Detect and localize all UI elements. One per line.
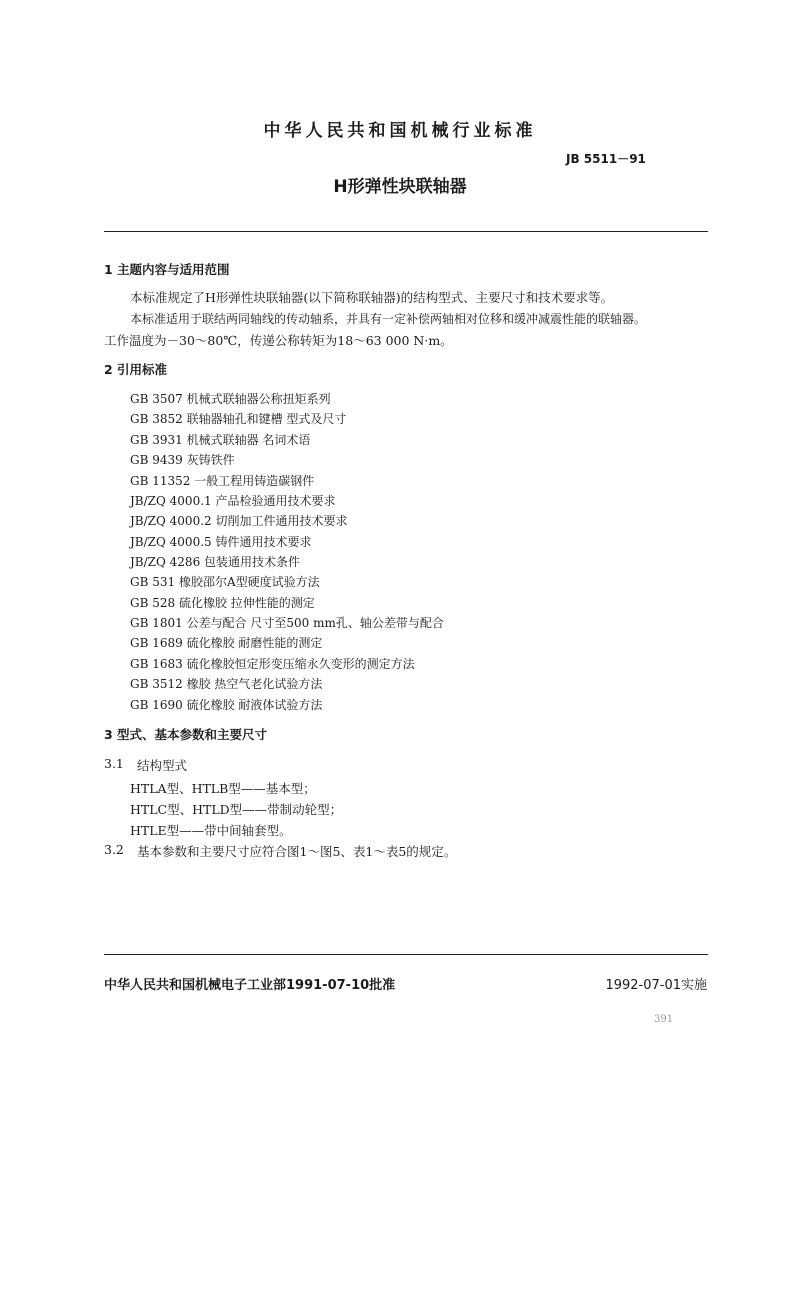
reference-item: JB/ZQ 4000.2 切削加工件通用技术要求 (130, 514, 348, 528)
section-1-paragraph-2: 本标准适用于联结两同轴线的传动轴系，并具有一定补偿两轴相对位移和缓冲减震性能的联轴器。 (130, 312, 647, 326)
section-1-paragraph-3: 工作温度为－30～80℃，传递公称转矩为18～63 000 N·m。 (104, 333, 453, 348)
reference-item: JB/ZQ 4000.1 产品检验通用技术要求 (130, 494, 336, 508)
reference-item: GB 1801 公差与配合 尺寸至500 mm孔、轴公差带与配合 (130, 616, 444, 630)
reference-item: JB/ZQ 4000.5 铸件通用技术要求 (130, 535, 312, 549)
section-1-paragraph-1: 本标准规定了H形弹性块联轴器(以下简称联轴器)的结构型式、主要尺寸和技术要求等。 (130, 290, 614, 305)
reference-item: GB 1689 硫化橡胶 耐磨性能的测定 (130, 636, 323, 650)
reference-item: GB 3852 联轴器轴孔和键槽 型式及尺寸 (130, 412, 347, 426)
reference-item: GB 3931 机械式联轴器 名词术语 (130, 433, 311, 447)
reference-item: JB/ZQ 4286 包装通用技术条件 (130, 555, 301, 569)
section-2-heading: 2 引用标准 (104, 362, 168, 377)
reference-item: GB 531 橡胶邵尔A型硬度试验方法 (130, 575, 320, 589)
document-title: H形弹性块联轴器 (333, 177, 467, 197)
reference-item: GB 1690 硫化橡胶 耐液体试验方法 (130, 698, 323, 712)
coupling-type-item: HTLE型——带中间轴套型。 (130, 823, 292, 838)
coupling-type-item: HTLA型、HTLB型——基本型； (130, 781, 316, 796)
approval-date: 中华人民共和国机械电子工业部1991-07-10批准 (104, 978, 396, 993)
page-number: 391 (654, 1014, 674, 1025)
reference-item: GB 3507 机械式联轴器公称扭矩系列 (130, 392, 331, 406)
section-3-2-number: 3.2 (104, 842, 124, 857)
section-3-2-text: 基本参数和主要尺寸应符合图1～图5、表1～表5的规定。 (137, 844, 457, 859)
standard-code: JB 5511－91 (566, 152, 646, 166)
reference-item: GB 528 硫化橡胶 拉伸性能的测定 (130, 596, 315, 610)
effective-date: 1992-07-01实施 (605, 978, 707, 993)
standard-header-title: 中华人民共和国机械行业标准 (263, 121, 537, 141)
section-1-heading: 1 主题内容与适用范围 (104, 262, 230, 277)
header-rule (104, 231, 708, 232)
reference-item: GB 1683 硫化橡胶恒定形变压缩永久变形的测定方法 (130, 657, 415, 671)
section-3-1-number: 3.1 (104, 756, 124, 771)
section-3-heading: 3 型式、基本参数和主要尺寸 (104, 727, 268, 742)
reference-item: GB 9439 灰铸铁件 (130, 453, 235, 467)
coupling-type-item: HTLC型、HTLD型——带制动轮型； (130, 802, 343, 817)
footer-rule (104, 954, 708, 955)
reference-item: GB 11352 一般工程用铸造碳钢件 (130, 474, 315, 488)
reference-item: GB 3512 橡胶 热空气老化试验方法 (130, 677, 323, 691)
section-3-1-title: 结构型式 (137, 758, 188, 773)
